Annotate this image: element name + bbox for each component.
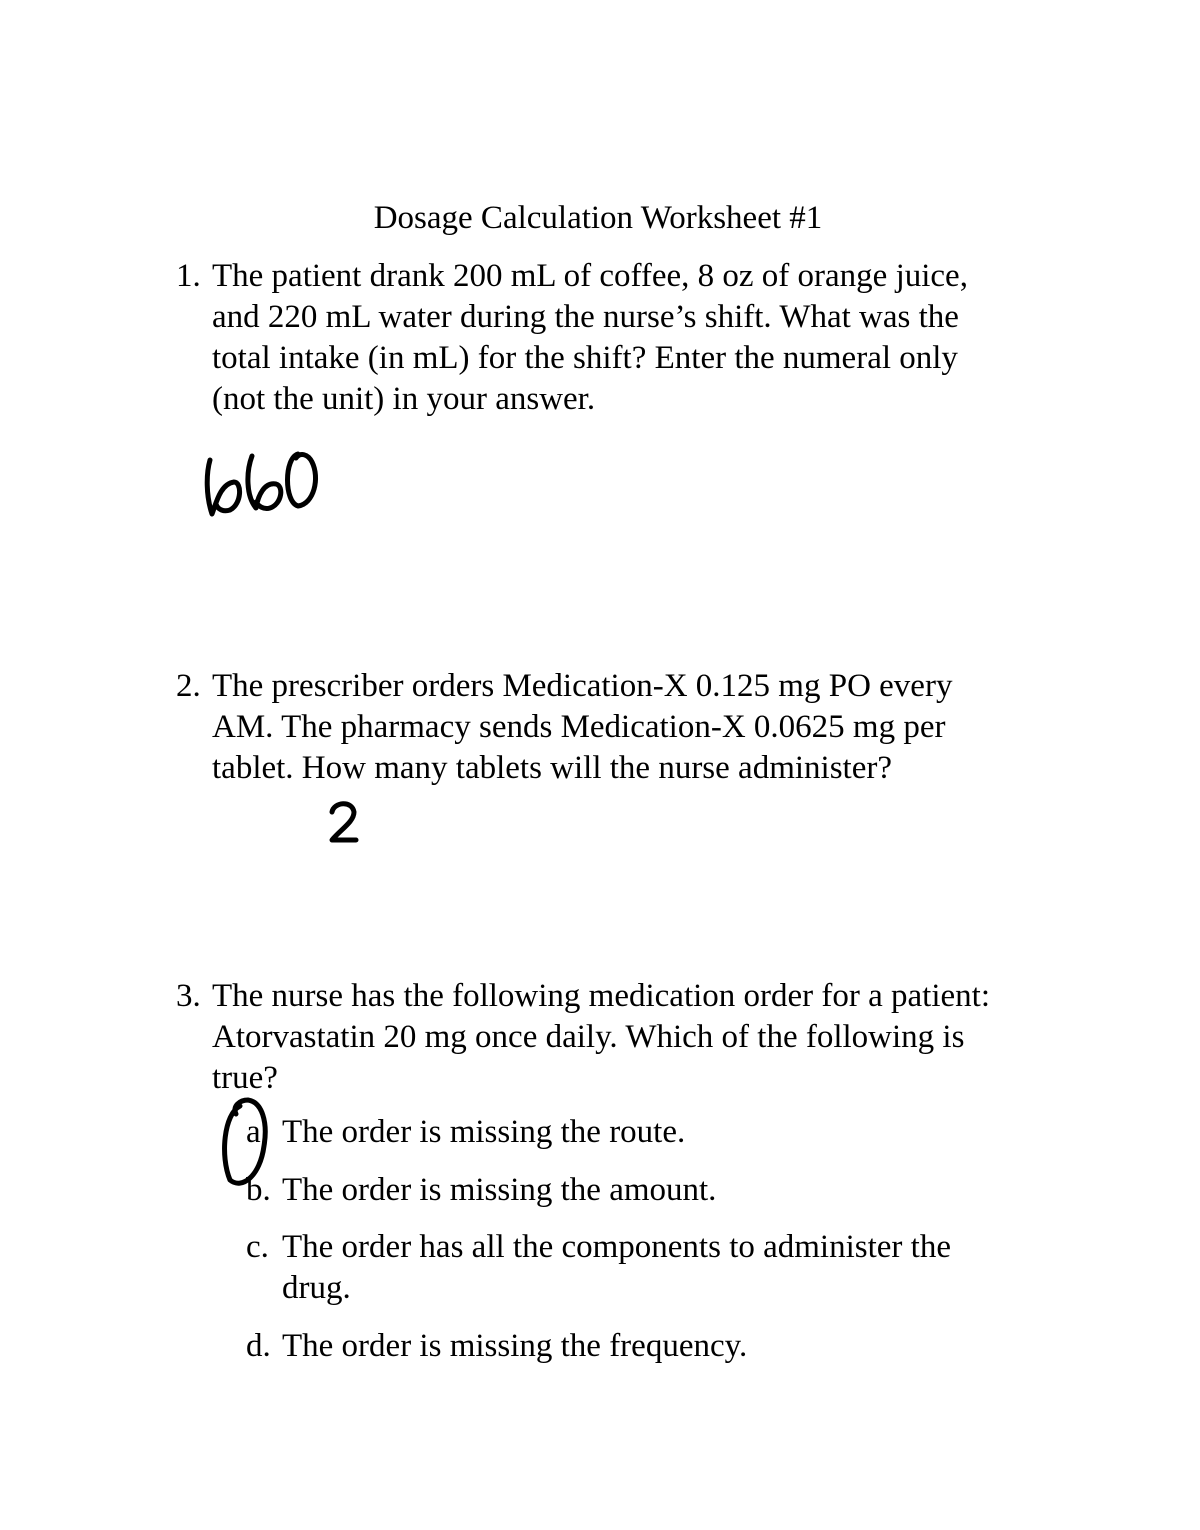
question-3-line: The nurse has the following medication order for a patient: (212, 978, 990, 1014)
option-b (246, 1170, 1046, 1211)
question-2-line: AM. The pharmacy sends Medication-X 0.0625 mg per (212, 709, 946, 745)
option-letter: b. (246, 1172, 271, 1208)
option-text-line: drug. (282, 1270, 351, 1306)
worksheet-title: Dosage Calculation Worksheet #1 (373, 200, 823, 236)
question-2 (176, 666, 1056, 789)
question-1 (176, 256, 1056, 420)
question-1-number: 1. (176, 258, 201, 294)
question-1-line: (not the unit) in your answer. (212, 381, 596, 417)
question-2-line: The prescriber orders Medication-X 0.125 mg PO every (212, 668, 953, 704)
question-1-text (212, 256, 1056, 420)
handwritten-circle-mark (218, 1096, 276, 1192)
option-text-line: The order has all the components to administer the (282, 1229, 951, 1265)
question-1-line: and 220 mL water during the nurse’s shift. What was the (212, 299, 959, 335)
question-1-line: The patient drank 200 mL of coffee, 8 oz of orange juice, (212, 258, 968, 294)
handwritten-answer-2 (326, 800, 362, 846)
option-text: The order is missing the route. (282, 1114, 686, 1150)
question-3-line: true? (212, 1060, 278, 1096)
question-1-line: total intake (in mL) for the shift? Enter the numeral only (212, 340, 958, 376)
question-3-text (212, 976, 1056, 1099)
option-a (246, 1112, 1046, 1153)
question-3-line: Atorvastatin 20 mg once daily. Which of the following is (212, 1019, 965, 1055)
question-2-number: 2. (176, 668, 201, 704)
option-d (246, 1326, 1046, 1367)
question-3-number: 3. (176, 978, 201, 1014)
option-text (282, 1227, 1046, 1309)
option-letter: d. (246, 1328, 271, 1364)
question-2-line: tablet. How many tablets will the nurse administer? (212, 750, 892, 786)
option-letter: c. (246, 1229, 269, 1265)
option-text: The order is missing the amount. (282, 1172, 717, 1208)
option-c (246, 1227, 1046, 1309)
option-letter: a. (246, 1114, 269, 1150)
question-3 (176, 976, 1056, 1099)
question-2-text (212, 666, 1056, 789)
option-text: The order is missing the frequency. (282, 1328, 748, 1364)
handwritten-answer-660 (196, 444, 328, 522)
